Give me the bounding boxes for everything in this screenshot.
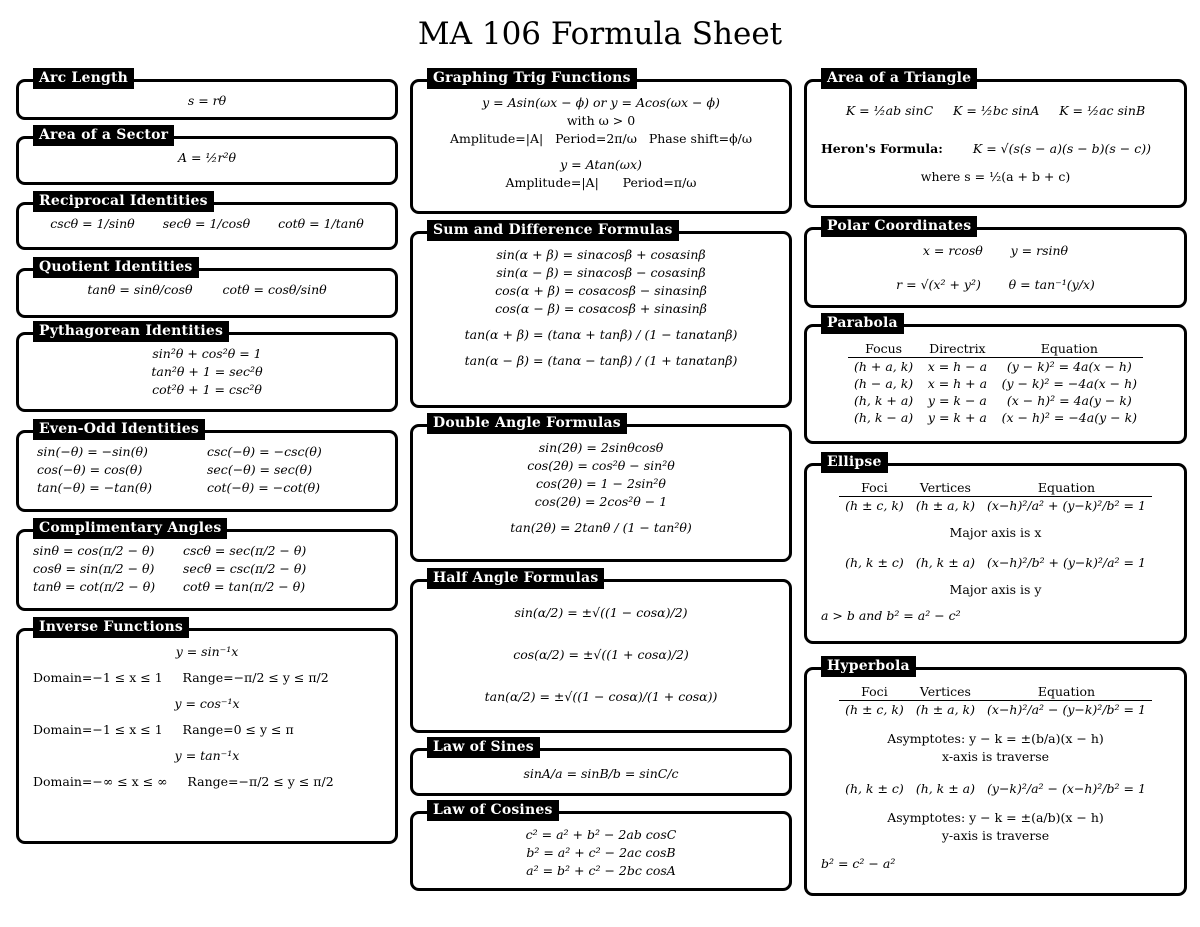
hyperbola-traverse: x-axis is traverse — [941, 749, 1050, 764]
comp-formula: secθ = csc(π/2 − θ) — [183, 561, 307, 576]
quotient-heading: Quotient Identities — [33, 257, 199, 278]
pyth-formula: tan²θ + 1 = sec²θ — [151, 364, 263, 379]
double-angle-heading: Double Angle Formulas — [427, 413, 627, 434]
table-header: Foci — [839, 480, 910, 497]
herons-where: where s = ½(a + b + c) — [920, 169, 1071, 184]
law-of-cosines-heading: Law of Cosines — [427, 800, 559, 821]
even-odd-formula: sin(−θ) = −sin(θ) — [37, 444, 148, 459]
table-row — [839, 701, 1152, 719]
table-cell: x = h + a — [927, 376, 988, 391]
law-of-sines-formula: sinA/a = sinB/b = sinC/c — [523, 766, 679, 781]
table-cell: (h ± c, k) — [845, 498, 904, 513]
table-cell: (y − k)² = −4a(x − h) — [1001, 376, 1138, 391]
ellipse-major-axis: Major axis is x — [949, 525, 1042, 540]
table-cell: (y − k)² = 4a(x − h) — [1006, 359, 1132, 374]
comp-formula: cosθ = sin(π/2 − θ) — [33, 561, 155, 576]
table-header: Focus — [848, 341, 919, 358]
page-title: MA 106 Formula Sheet — [417, 16, 783, 52]
table-cell: y = k − a — [927, 393, 987, 408]
comp-formula: cscθ = sec(π/2 − θ) — [183, 543, 307, 558]
polar-box — [804, 218, 1187, 308]
polar-formula: x = rcosθ y = rsinθ — [922, 243, 1069, 258]
even-odd-box — [16, 421, 398, 512]
ellipse-table — [839, 554, 1152, 571]
table-header: Foci — [839, 684, 910, 701]
herons-formula: K = √(s(s − a)(s − b)(s − c)) — [972, 141, 1152, 156]
table-cell: (x−h)²/b² + (y−k)²/a² = 1 — [987, 555, 1146, 570]
hyperbola-table — [839, 780, 1152, 797]
pythagorean-box — [16, 323, 398, 412]
hyperbola-asymptotes: Asymptotes: y − k = ±(a/b)(x − h) — [887, 810, 1104, 825]
table-row — [848, 409, 1143, 426]
law-of-sines-box — [410, 739, 792, 796]
arcsin-domain: Domain=−1 ≤ x ≤ 1 Range=−π/2 ≤ y ≤ π/2 — [33, 670, 329, 685]
half-formula: cos(α/2) = ±√((1 + cosα)/2) — [513, 647, 689, 662]
graph-amplitude: Amplitude=|A| Period=2π/ω Phase shift=ϕ/ω — [449, 131, 753, 146]
table-cell: (h − a, k) — [853, 376, 914, 391]
table-cell: (h, k ± c) — [845, 781, 904, 796]
ellipse-major-axis: Major axis is y — [949, 582, 1042, 597]
table-cell: x = h − a — [927, 359, 988, 374]
arctan-domain: Domain=−∞ ≤ x ≤ ∞ Range=−π/2 ≤ y ≤ π/2 — [33, 774, 334, 789]
sector-box — [16, 127, 398, 185]
table-cell: y = k + a — [927, 410, 987, 425]
sum-formula: tan(α + β) = (tanα + tanβ) / (1 − tanαtanβ) — [464, 327, 738, 342]
table-cell: (y−k)²/a² − (x−h)²/b² = 1 — [987, 781, 1146, 796]
table-header: Vertices — [910, 480, 981, 497]
half-angle-heading: Half Angle Formulas — [427, 568, 604, 589]
table-cell: (h, k ± c) — [845, 555, 904, 570]
hyperbola-asymptotes: Asymptotes: y − k = ±(b/a)(x − h) — [887, 731, 1104, 746]
reciprocal-box — [16, 193, 398, 250]
table-row — [839, 497, 1152, 515]
table-row — [839, 780, 1152, 797]
even-odd-formula: csc(−θ) = −csc(θ) — [207, 444, 322, 459]
pythagorean-heading: Pythagorean Identities — [33, 321, 229, 342]
graphing-heading: Graphing Trig Functions — [427, 68, 637, 89]
cosine-formula: c² = a² + b² − 2ab cosC — [525, 827, 677, 842]
hyperbola-table — [839, 684, 1152, 718]
sum-formula: tan(α − β) = (tanα − tanβ) / (1 + tanαtanβ) — [464, 353, 738, 368]
cot-quotient: cotθ = cosθ/sinθ — [222, 282, 327, 297]
sector-formula: A = ½r²θ — [177, 150, 237, 165]
half-angle-box — [410, 570, 792, 733]
even-odd-formula: tan(−θ) = −tan(θ) — [37, 480, 152, 495]
ellipse-note: a > b and b² = a² − c² — [821, 608, 961, 623]
sum-diff-heading: Sum and Difference Formulas — [427, 220, 679, 241]
half-formula: sin(α/2) = ±√((1 − cosα)/2) — [514, 605, 688, 620]
table-header: Equation — [981, 684, 1152, 701]
table-row — [848, 375, 1143, 392]
sum-formula: sin(α + β) = sinαcosβ + cosαsinβ — [496, 247, 706, 262]
arccos-formula: y = cos⁻¹x — [174, 696, 240, 711]
table-cell: (h ± c, k) — [845, 702, 904, 717]
double-formula: sin(2θ) = 2sinθcosθ — [538, 440, 664, 455]
table-cell: (h, k + a) — [853, 393, 914, 408]
table-row — [848, 358, 1143, 376]
sector-heading: Area of a Sector — [33, 125, 174, 146]
triangle-area-formulas: K = ½ab sinC K = ½bc sinA K = ½ac sinB — [845, 103, 1146, 118]
table-header: Vertices — [910, 684, 981, 701]
graph-tan-formula: y = Atan(ωx) — [560, 157, 642, 172]
table-row — [848, 392, 1143, 409]
law-of-sines-heading: Law of Sines — [427, 737, 540, 758]
cosine-formula: b² = a² + c² − 2ac cosB — [526, 845, 676, 860]
sum-formula: cos(α + β) = cosαcosβ − sinαsinβ — [495, 283, 707, 298]
table-cell: (h ± a, k) — [915, 498, 976, 513]
pyth-formula: cot²θ + 1 = csc²θ — [152, 382, 262, 397]
table-cell: (x − h)² = 4a(y − k) — [1006, 393, 1132, 408]
arcsin-formula: y = sin⁻¹x — [175, 644, 239, 659]
comp-formula: sinθ = cos(π/2 − θ) — [33, 543, 155, 558]
comp-formula: tanθ = cot(π/2 − θ) — [33, 579, 156, 594]
ellipse-box — [804, 454, 1187, 644]
hyperbola-box — [804, 658, 1187, 896]
table-cell: (x−h)²/a² − (y−k)²/b² = 1 — [987, 702, 1146, 717]
ellipse-table — [839, 480, 1152, 514]
ellipse-heading: Ellipse — [821, 452, 888, 473]
arccos-domain: Domain=−1 ≤ x ≤ 1 Range=0 ≤ y ≤ π — [33, 722, 294, 737]
parabola-heading: Parabola — [821, 313, 904, 334]
pyth-formula: sin²θ + cos²θ = 1 — [152, 346, 262, 361]
parabola-table — [848, 341, 1143, 426]
hyperbola-heading: Hyperbola — [821, 656, 916, 677]
table-row — [839, 554, 1152, 571]
complimentary-heading: Complimentary Angles — [33, 518, 227, 539]
parabola-box — [804, 315, 1187, 444]
even-odd-formula: cot(−θ) = −cot(θ) — [207, 480, 321, 495]
double-angle-box — [410, 415, 792, 562]
graph-formula: y = Asin(ωx − ϕ) or y = Acos(ωx − ϕ) — [482, 95, 720, 110]
reciprocal-heading: Reciprocal Identities — [33, 191, 214, 212]
arctan-formula: y = tan⁻¹x — [174, 748, 240, 763]
cot-identity: cotθ = 1/tanθ — [278, 216, 364, 231]
even-odd-heading: Even-Odd Identities — [33, 419, 205, 440]
graph-tan-amplitude: Amplitude=|A| Period=π/ω — [505, 175, 697, 190]
even-odd-formula: sec(−θ) = sec(θ) — [207, 462, 313, 477]
double-formula: cos(2θ) = cos²θ − sin²θ — [527, 458, 675, 473]
herons-label: Heron's Formula: — [821, 141, 943, 156]
tan-quotient: tanθ = sinθ/cosθ — [87, 282, 193, 297]
hyperbola-traverse: y-axis is traverse — [941, 828, 1050, 843]
sum-diff-box — [410, 222, 792, 408]
table-header: Equation — [981, 480, 1152, 497]
complimentary-box — [16, 520, 398, 611]
csc-identity: cscθ = 1/sinθ — [50, 216, 135, 231]
cosine-formula: a² = b² + c² − 2bc cosA — [526, 863, 676, 878]
table-cell: (h, k ± a) — [915, 781, 976, 796]
table-cell: (h, k − a) — [853, 410, 914, 425]
arc-length-heading: Arc Length — [33, 68, 134, 89]
sum-formula: sin(α − β) = sinαcosβ − cosαsinβ — [496, 265, 706, 280]
table-header: Directrix — [919, 341, 995, 358]
table-cell: (h ± a, k) — [915, 702, 976, 717]
inverse-box — [16, 619, 398, 844]
comp-formula: cotθ = tan(π/2 − θ) — [183, 579, 306, 594]
triangle-area-heading: Area of a Triangle — [821, 68, 977, 89]
double-formula: tan(2θ) = 2tanθ / (1 − tan²θ) — [510, 520, 692, 535]
table-header: Equation — [996, 341, 1143, 358]
half-formula: tan(α/2) = ±√((1 − cosα)/(1 + cosα)) — [484, 689, 718, 704]
quotient-box — [16, 259, 398, 318]
graphing-box — [410, 70, 792, 214]
table-cell: (h, k ± a) — [915, 555, 976, 570]
arc-length-box — [16, 70, 398, 120]
triangle-area-box — [804, 70, 1187, 208]
arc-length-formula: s = rθ — [187, 93, 227, 108]
inverse-heading: Inverse Functions — [33, 617, 189, 638]
even-odd-formula: cos(−θ) = cos(θ) — [37, 462, 143, 477]
table-cell: (h + a, k) — [853, 359, 914, 374]
sec-identity: secθ = 1/cosθ — [162, 216, 251, 231]
graph-condition: with ω > 0 — [566, 113, 636, 128]
sum-formula: cos(α − β) = cosαcosβ + sinαsinβ — [495, 301, 707, 316]
double-formula: cos(2θ) = 2cos²θ − 1 — [534, 494, 668, 509]
table-cell: (x − h)² = −4a(y − k) — [1001, 410, 1138, 425]
law-of-cosines-box — [410, 802, 792, 891]
polar-formula: r = √(x² + y²) θ = tan⁻¹(y/x) — [896, 277, 1095, 292]
table-cell: (x−h)²/a² + (y−k)²/b² = 1 — [987, 498, 1146, 513]
hyperbola-note: b² = c² − a² — [821, 856, 896, 871]
polar-heading: Polar Coordinates — [821, 216, 977, 237]
double-formula: cos(2θ) = 1 − 2sin²θ — [536, 476, 666, 491]
